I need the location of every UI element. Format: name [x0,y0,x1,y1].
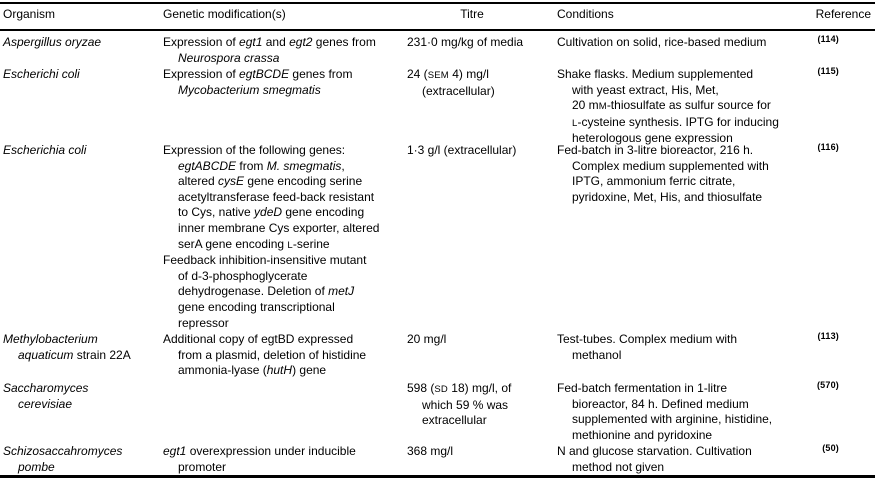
cell-organism [3,332,160,363]
cell-genmod [163,332,405,379]
text-segment: ammonia-lyase ( [178,363,267,378]
cell-conditions [557,67,795,147]
text-line [572,428,795,444]
column-header-organism: Organism [3,7,56,21]
cell-titre [407,35,553,51]
text-line [178,51,405,67]
cell-genmod [163,35,405,66]
text-line [572,348,795,364]
text-segment: 1·3 g/l (extracellular) [407,143,517,157]
text-segment: egtBCDE [239,67,290,81]
column-header-titre: Titre [460,7,484,21]
text-segment: gene encoding serine [244,174,363,189]
text-segment: -thiosulfate as sulfur source for [606,98,771,113]
cell-organism [3,67,160,83]
cell-organism [3,35,160,51]
text-line [163,332,405,348]
text-segment: Shake flasks. Medium supplemented [557,67,754,81]
cell-conditions [557,143,795,205]
cell-conditions [557,444,795,475]
text-segment: altered [178,174,219,189]
text-segment: Complex medium supplemented with [572,158,769,173]
text-segment: methanol [572,347,622,362]
text-line [163,143,405,159]
text-segment: Aspergillus oryzae [3,35,102,49]
text-segment: 598 ( [407,381,435,395]
text-segment: 368 mg/l [407,444,454,458]
text-line [18,348,160,364]
table-bottom-rule [0,475,875,478]
text-line [422,398,553,414]
text-line [572,98,795,115]
text-line [3,332,160,348]
text-segment: which 59 % was [422,397,509,412]
text-line [407,35,553,51]
text-line [178,460,405,476]
text-line [572,190,795,206]
text-segment: and [262,35,290,49]
text-segment: Fed-batch in 3-litre bioreactor, 216 h. [557,143,754,157]
cell-organism [3,444,160,475]
text-segment: Expression of [163,35,240,49]
text-line [3,143,160,159]
text-line [422,84,553,100]
text-line [178,83,405,99]
text-segment: -cysteine synthesis. IPTG for inducing [577,114,779,129]
text-line [407,332,553,348]
text-segment: Expression of [163,67,240,81]
text-line [3,381,160,397]
text-segment: gene encoding [282,205,365,220]
text-line [557,444,795,460]
text-segment: 18) mg/l, of [447,381,512,395]
text-segment: M [598,101,607,113]
text-line [163,253,405,269]
text-segment: Mycobacterium smegmatis [178,82,321,97]
text-segment: method not given [572,459,665,474]
text-segment: aquaticum [18,347,74,362]
text-segment: Escherichi coli [3,67,80,81]
cell-reference: (116) [817,142,839,152]
text-segment: egt2 [289,35,313,49]
text-segment: extracellular [422,413,487,428]
text-segment: SD [434,384,448,395]
text-line [163,444,405,460]
text-line [178,284,405,300]
text-line [422,413,553,429]
text-segment: pombe [18,459,55,474]
cell-reference: (113) [817,331,839,341]
text-segment: Test-tubes. Complex medium with [557,332,738,346]
text-segment: bioreactor, 84 h. Defined medium [572,396,749,411]
text-segment: , [341,158,345,173]
cell-conditions [557,381,795,443]
text-segment: Expression of the following genes: [163,143,346,157]
cell-titre [407,444,553,460]
text-line [557,332,795,348]
text-segment: Additional copy of egtBD expressed [163,332,354,346]
text-segment: M. smegmatis [266,158,342,173]
text-segment: 4) mg/l [448,67,489,81]
text-line [178,205,405,221]
column-header-reference: Reference [815,7,871,21]
column-header-conditions: Conditions [557,7,614,21]
text-segment: methionine and pyridoxine [572,427,713,442]
text-segment: egt1 [239,35,263,49]
text-segment: 20 m [572,98,599,113]
text-line [572,174,795,190]
text-line [163,35,405,51]
text-segment: genes from [289,67,353,81]
text-line [407,444,553,460]
text-line [557,143,795,159]
text-segment: Neurospora crassa [178,50,280,65]
column-header-genetic-modifications: Genetic modification(s) [163,7,286,21]
text-segment: repressor [178,315,229,330]
text-line [557,35,795,51]
text-line [572,412,795,428]
cell-genmod [163,67,405,98]
text-segment: N and glucose starvation. Cultivation [557,444,752,458]
text-line [407,67,553,84]
text-segment: metJ [328,284,355,299]
cell-reference: (50) [822,443,839,453]
text-line [178,316,405,332]
text-segment: hutH [266,363,293,378]
text-segment: -serine [292,236,330,251]
cell-titre [407,332,553,348]
text-segment: Cultivation on solid, rice-based medium [557,35,767,49]
text-segment: genes from [312,35,376,49]
text-segment: inner membrane Cys exporter, altered [178,220,380,235]
text-segment: ydeD [254,205,283,220]
cell-organism [3,381,160,412]
text-line [18,397,160,413]
text-segment: IPTG, ammonium ferric citrate, [572,174,736,189]
text-line [178,300,405,316]
cell-reference: (114) [817,34,839,44]
text-line [572,83,795,99]
text-line [572,397,795,413]
text-segment: dehydrogenase. Deletion of [178,284,329,299]
text-line [178,159,405,175]
cell-reference: (115) [817,66,839,76]
text-segment: heterologous gene expression [572,131,733,146]
text-segment: Escherichia coli [3,143,87,157]
text-line [178,269,405,285]
text-line [178,348,405,364]
text-line [178,174,405,190]
text-line [572,115,795,132]
text-segment: L [572,117,578,129]
text-line [178,190,405,206]
table-top-rule [0,2,875,4]
text-segment: supplemented with arginine, histidine, [572,412,773,427]
text-segment: promoter [178,459,227,474]
text-segment: gene encoding transcriptional [178,299,335,314]
text-line [3,444,160,460]
text-segment: Fed-batch fermentation in 1-litre [557,381,728,395]
cell-genmod [163,444,405,475]
text-line [407,381,553,398]
text-segment: of d-3-phosphoglycerate [178,268,308,283]
text-line [572,159,795,175]
text-segment: Saccharomyces [3,381,89,395]
text-line [572,460,795,476]
text-line [178,237,405,254]
text-segment: Feedback inhibition-insensitive mutant [163,253,367,268]
text-segment: 20 mg/l [407,332,447,346]
text-line [3,35,160,51]
text-line [3,67,160,83]
text-segment: pyridoxine, Met, His, and thiosulfate [572,189,763,204]
table-header-rule [0,29,875,31]
text-segment: Methylobacterium [3,332,98,346]
text-line [557,67,795,83]
cell-titre [407,67,553,99]
text-segment: from a plasmid, deletion of histidine [178,347,367,362]
cell-titre [407,143,553,159]
text-segment: egt1 [163,444,187,458]
text-line [407,143,553,159]
text-segment: Schizosaccahromyces [3,444,123,458]
cell-titre [407,381,553,429]
text-segment: acetyltransferase feed-back resistant [178,189,375,204]
text-segment: egtABCDE [178,158,237,173]
cell-conditions [557,35,795,51]
text-segment: SEM [427,70,449,81]
text-segment: cysE [218,174,245,189]
text-segment: overexpression under inducible [186,444,356,458]
text-segment: cerevisiae [18,396,73,411]
text-segment: 24 ( [407,67,428,81]
text-segment: (extracellular) [422,83,495,98]
text-segment: with yeast extract, His, Met, [572,82,719,97]
text-segment: serA gene encoding [178,236,288,251]
cell-organism [3,143,160,159]
text-segment: from [236,158,267,173]
text-line [163,67,405,83]
text-segment: L [287,239,293,251]
text-segment: 231·0 mg/kg of media [407,35,524,49]
text-line [178,363,405,379]
text-line [18,460,160,476]
cell-genmod [163,143,405,331]
text-segment: to Cys, native [178,205,255,220]
text-segment: strain 22A [73,347,131,362]
text-line [557,381,795,397]
text-line [178,221,405,237]
text-segment: ) gene [292,363,327,378]
cell-reference: (570) [816,380,839,390]
cell-conditions [557,332,795,363]
